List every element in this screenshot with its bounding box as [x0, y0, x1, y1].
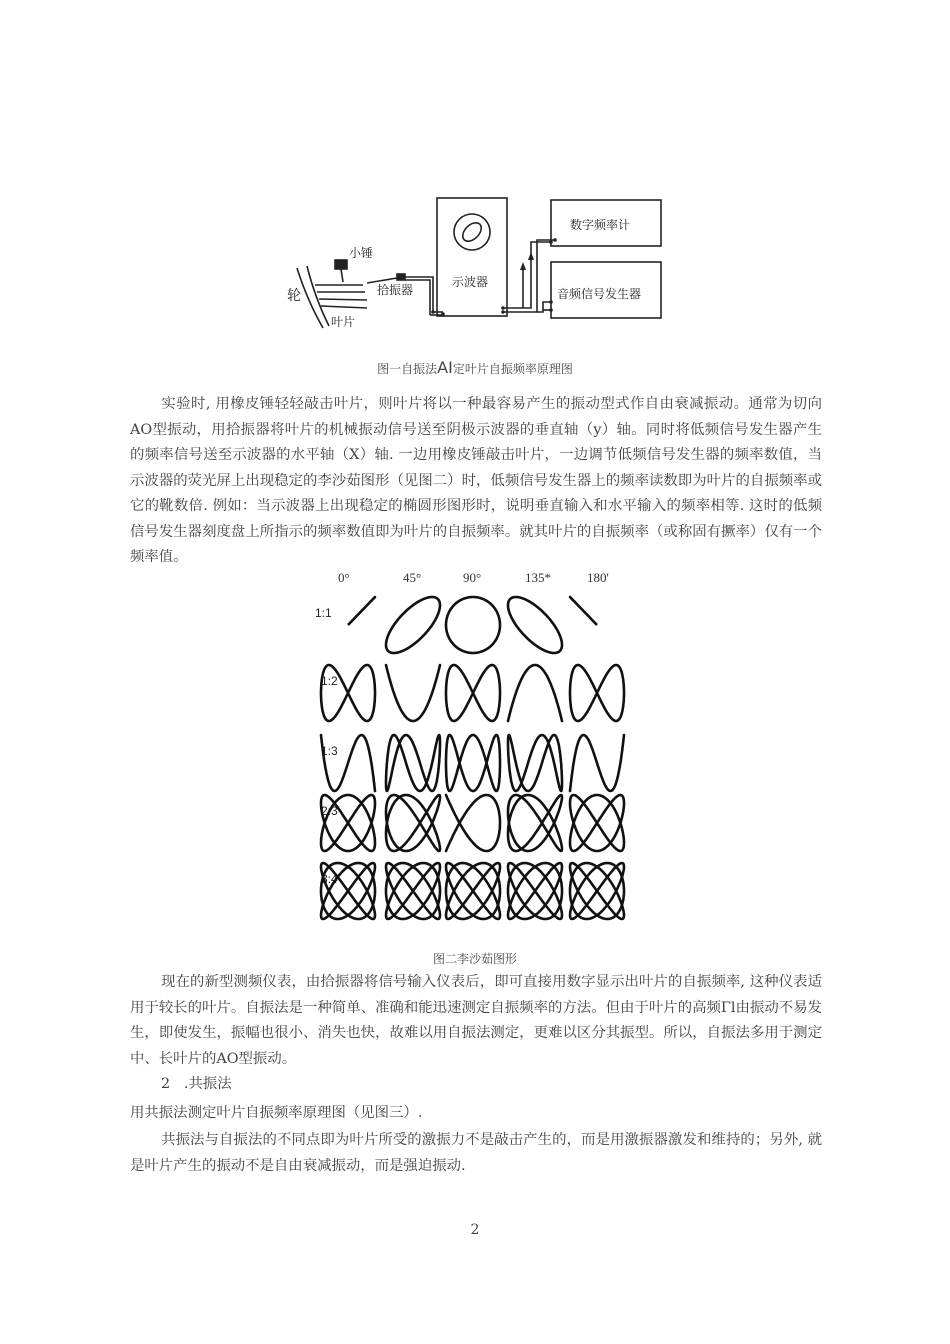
figure1-diagram — [285, 190, 670, 338]
lissajous-curve — [446, 863, 500, 919]
phase-label: 0° — [338, 570, 350, 585]
lissajous-curve — [570, 665, 624, 721]
label-hammer: 小锤 — [349, 246, 374, 260]
hammer-head-icon — [335, 260, 347, 269]
blade — [319, 299, 367, 300]
phase-label: 180' — [587, 570, 609, 585]
lissajous-curve — [570, 795, 624, 851]
ratio-label: 1:2 — [321, 674, 338, 688]
page-number: 2 — [470, 1222, 480, 1238]
wheel-inner — [307, 266, 329, 326]
lissajous-curve — [446, 665, 500, 721]
lissajous-curve — [508, 863, 562, 919]
label-blades: 叶片 — [331, 315, 356, 329]
figure2-caption: 图二李沙茹图形 — [432, 952, 517, 966]
phase-label: 45° — [403, 570, 422, 585]
phase-label: 90° — [463, 570, 482, 585]
figure1-caption: 图一自振法AI定叶片自振频率原理图 — [377, 358, 573, 377]
lissajous-curve — [508, 597, 562, 653]
label-counter: 数字频率计 — [570, 218, 631, 232]
pickup-icon — [397, 274, 405, 280]
paragraph-4: 共振法与自振法的不同点即为叶片所受的激振力不是敲击产生的，而是用激振器激发和维持的；另外, 就是叶片产生的振动不是自由衰减振动，而是强迫振动. — [130, 1132, 822, 1174]
lissajous-curve — [386, 795, 440, 851]
lissajous-curve — [508, 795, 562, 851]
label-wheel: 轮 — [287, 288, 301, 304]
lissajous-curve — [508, 735, 562, 791]
lissajous-curve — [570, 735, 624, 791]
lissajous-curve — [386, 597, 440, 653]
figure2-lissajous — [305, 565, 635, 935]
ratio-label: 1:1 — [315, 606, 332, 620]
phase-label: 135* — [525, 570, 551, 585]
label-generator: 音频信号发生器 — [557, 287, 642, 301]
label-oscilloscope: 示波器 — [452, 275, 489, 289]
lissajous-curve — [386, 665, 440, 721]
oscilloscope-box — [437, 198, 507, 316]
ratio-label: 1:3 — [321, 744, 338, 758]
label-pickup: 拾振器 — [377, 283, 414, 297]
ratio-label: 3:4 — [321, 872, 338, 886]
lissajous-curve — [386, 863, 440, 919]
lissajous-curve — [386, 735, 440, 791]
ratio-label: 2:3 — [321, 804, 338, 818]
paragraph-3: 用共振法测定叶片自振频率原理图（见图三）. — [130, 1105, 423, 1121]
lissajous-curve — [446, 735, 500, 791]
lissajous-curve — [508, 665, 562, 721]
section-heading: 2 .共振法 — [161, 1076, 232, 1092]
blade — [321, 306, 367, 308]
lissajous-curve — [570, 863, 624, 919]
lissajous-curve — [348, 597, 375, 625]
paragraph-2: 现在的新型测频仪表，由拾振器将信号输入仪表后，即可直接用数字显示出叶片的自振频率, 这种仪表适用于较长的叶片。自振法是一种简单、准确和能迅速测定自振频率的方法。但由于叶片的高频Γl由振动不易发生，即使发生，振幅也很小、消失也快，故难以用自振法测定，更难以区分其振型。所以，自振法多用于测定中、长叶片的AO型振动。 — [130, 974, 822, 1067]
lissajous-curve — [446, 597, 500, 653]
lissajous-curve — [570, 597, 597, 625]
lissajous-curve — [446, 795, 500, 851]
hammer-handle — [341, 269, 343, 282]
paragraph-1: 实验时, 用橡皮锤轻轻敲击叶片，则叶片将以一种最容易产生的振动型式作自由衰减振动。通常为切向AO型振动，用拾振器将叶片的机械振动信号送至阴极示波器的垂直轴（y）轴。同时将低频信号发生器产生的频率信号送至示波器的水平轴（X）轴. 一边用橡皮锤敲击叶片，一边调节低频信号发生器的频率数值，当示波器的荧光屏上出现稳定的李沙茹图形（见图二）时，低频信号发生器上的频率读数即为叶片的自振频率或它的靴数倍. 例如：当示波器上出现稳定的椭圆形图形时，说明垂直输入和水平输入的频率相等. 这时的低频信号发生器刻度盘上所指示的频率数值即为叶片的自振频率。就其叶片的自振频率（或称固有撅率）仅有一个频率值。 — [130, 396, 822, 565]
